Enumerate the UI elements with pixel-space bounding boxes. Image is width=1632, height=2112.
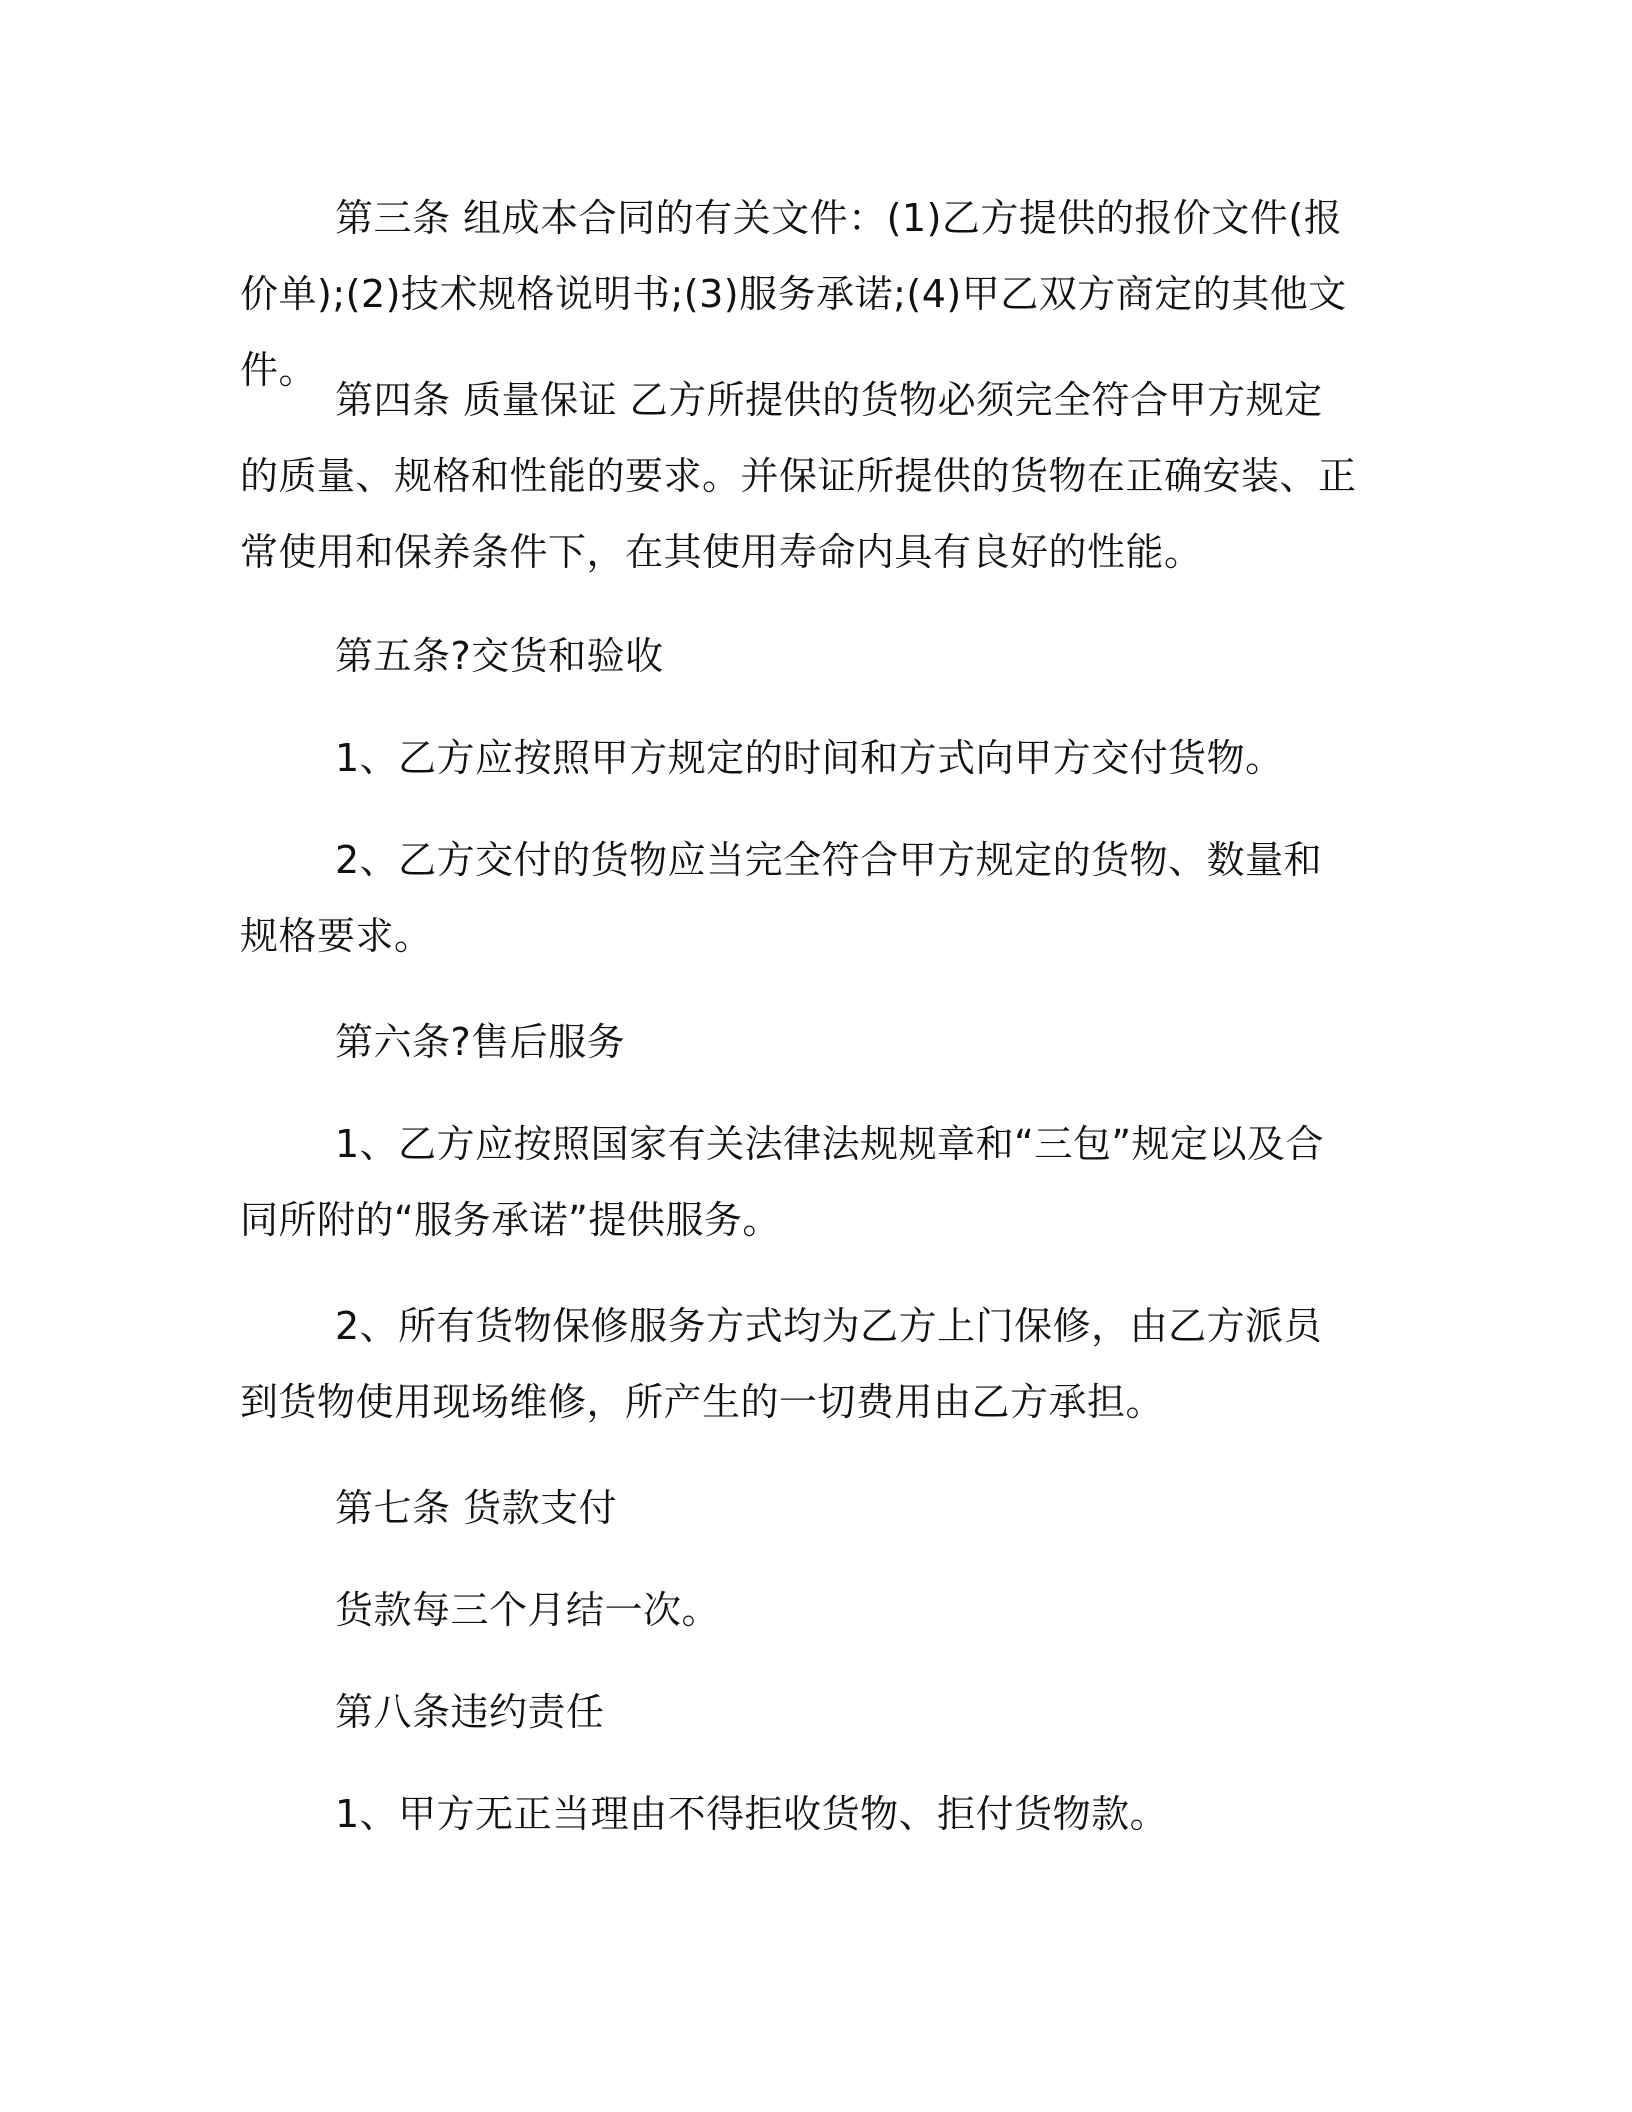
article-7-body: 货款每三个月结一次。 xyxy=(335,1588,721,1632)
article-4-paragraph: 第四条 质量保证 乙方所提供的货物必须完全符合甲方规定的质量、规格和性能的要求。并保证所提供的货物在正确安装、正常使用和保养条件下，在其使用寿命内具有良好的性能。 xyxy=(240,378,1357,574)
article-5-item-2: 2、乙方交付的货物应当完全符合甲方规定的货物、数量和规格要求。 xyxy=(240,838,1323,958)
article-6-heading: 第六条?售后服务 xyxy=(335,1020,626,1064)
article-8-item-1: 1、甲方无正当理由不得拒收货物、拒付货物款。 xyxy=(335,1792,1169,1836)
article-8-heading: 第八条违约责任 xyxy=(335,1690,605,1734)
article-5-item-1: 1、乙方应按照甲方规定的时间和方式向甲方交付货物。 xyxy=(335,736,1284,780)
article-3-paragraph: 第三条 组成本合同的有关文件：(1)乙方提供的报价文件(报价单);(2)技术规格说明书;(3)服务承诺;(4)甲乙双方商定的其他文件。 xyxy=(240,196,1347,392)
article-6-item-1: 1、乙方应按照国家有关法律法规规章和“三包”规定以及合同所附的“服务承诺”提供服务。 xyxy=(240,1122,1325,1242)
article-6-item-2: 2、所有货物保修服务方式均为乙方上门保修，由乙方派员到货物使用现场维修，所产生的一切费用由乙方承担。 xyxy=(240,1304,1323,1424)
article-7-heading: 第七条 货款支付 xyxy=(335,1486,618,1530)
article-5-heading: 第五条?交货和验收 xyxy=(335,634,664,678)
